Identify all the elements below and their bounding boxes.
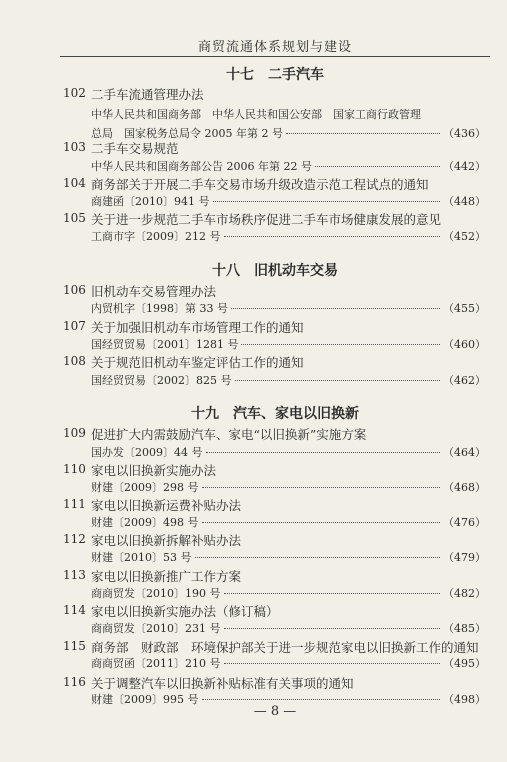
entry-number: 103	[63, 140, 86, 154]
entry-title: 家电以旧换新实施办法（修订稿）	[91, 604, 279, 619]
page-reference: （448）	[443, 195, 486, 208]
entry-reference-line	[91, 549, 486, 565]
section-title: 十九 汽车、家电以旧换新	[191, 406, 359, 422]
leader-dots	[202, 699, 441, 700]
entry-number: 102	[63, 86, 86, 100]
entry-title: 家电以旧换新推广工作方案	[91, 569, 242, 584]
page-reference: （482）	[443, 587, 486, 600]
page-reference: （485）	[443, 622, 486, 635]
entry-title: 二手车交易规范	[91, 141, 179, 156]
page-reference: （452）	[443, 230, 486, 243]
entry-title: 关于调整汽车以旧换新补贴标准有关事项的通知	[91, 676, 354, 691]
entry-number: 115	[63, 639, 86, 653]
leader-dots	[231, 308, 440, 309]
entry-number: 110	[63, 462, 86, 476]
entry-title: 关于进一步规范二手车市场秩序促进二手车市场健康发展的意见	[91, 212, 442, 227]
entry-number: 111	[63, 497, 86, 511]
entry-number: 104	[63, 176, 86, 190]
entry-number: 106	[63, 283, 86, 297]
entry-title: 关于加强旧机动车市场管理工作的通知	[91, 320, 304, 335]
entry-reference: 国经贸贸易〔2001〕1281 号	[91, 338, 239, 351]
leader-dots	[202, 522, 441, 523]
entry-reference: 财建〔2009〕498 号	[91, 516, 199, 529]
entry-number: 116	[63, 675, 86, 689]
section-title: 十八 旧机动车交易	[212, 263, 338, 279]
running-header: 商贸流通体系规划与建设	[197, 40, 352, 55]
leader-dots	[224, 236, 441, 237]
entry-title: 旧机动车交易管理办法	[91, 284, 217, 299]
entry-reference-line	[91, 336, 486, 352]
entry-reference: 商建函〔2010〕941 号	[91, 195, 210, 208]
page-reference: （476）	[443, 516, 486, 529]
entry-title: 家电以旧换新实施办法	[91, 463, 217, 478]
entry-title: 商务部 财政部 环境保护部关于进一步规范家电以旧换新工作的通知	[91, 640, 479, 655]
page-reference: （455）	[443, 302, 486, 315]
leader-dots	[195, 557, 441, 558]
entry-title: 关于规范旧机动车鉴定评估工作的通知	[91, 355, 304, 370]
entry-title: 促进扩大内需鼓励汽车、家电“以旧换新”实施方案	[91, 427, 367, 442]
page-number: — 8 —	[253, 704, 297, 719]
page-reference: （460）	[443, 338, 486, 351]
page-reference: （436）	[443, 127, 486, 140]
entry-number: 109	[63, 426, 86, 440]
entry-reference: 总局 国家税务总局令 2005 年第 2 号	[91, 127, 283, 140]
entry-reference-line	[91, 585, 486, 601]
entry-number: 108	[63, 354, 86, 368]
leader-dots	[315, 166, 440, 167]
entry-reference: 财建〔2009〕995 号	[91, 693, 199, 706]
leader-dots	[213, 201, 441, 202]
entry-reference-line	[91, 514, 486, 530]
entry-number: 112	[63, 532, 86, 546]
page-reference: （468）	[443, 481, 486, 494]
leader-dots	[286, 133, 440, 134]
leader-dots	[224, 593, 441, 594]
entry-reference-line	[91, 655, 486, 671]
leader-dots	[224, 628, 441, 629]
leader-dots	[235, 380, 441, 381]
page-reference: （479）	[443, 551, 486, 564]
entry-number: 107	[63, 319, 86, 333]
entry-reference-line	[91, 193, 486, 209]
entry-reference-line	[91, 300, 486, 316]
entry-title: 二手车流通管理办法	[91, 87, 204, 102]
leader-dots	[224, 663, 441, 664]
entry-title: 商务部关于开展二手车交易市场升级改造示范工程试点的通知	[91, 177, 429, 192]
entry-title: 家电以旧换新运费补贴办法	[91, 498, 242, 513]
entry-number: 113	[63, 568, 86, 582]
page-reference: （498）	[443, 693, 486, 706]
entry-reference: 工商市字〔2009〕212 号	[91, 230, 221, 243]
page-reference: （462）	[443, 374, 486, 387]
leader-dots	[206, 452, 441, 453]
entry-title: 家电以旧换新拆解补贴办法	[91, 533, 242, 548]
entry-reference-line	[91, 620, 486, 636]
leader-dots	[202, 487, 441, 488]
entry-reference-line	[91, 372, 486, 388]
page-reference: （495）	[443, 657, 486, 670]
entry-reference-line	[91, 158, 486, 174]
page-reference: （442）	[443, 160, 486, 173]
entry-reference: 商商贸发〔2010〕231 号	[91, 622, 221, 635]
entry-reference: 中华人民共和国商务部 中华人民共和国公安部 国家工商行政管理	[91, 108, 421, 121]
leader-dots	[241, 344, 440, 345]
entry-reference: 国经贸贸易〔2002〕825 号	[91, 374, 232, 387]
entry-reference-line	[91, 479, 486, 495]
entry-number: 105	[63, 211, 86, 225]
section-title: 十七 二手汽车	[226, 67, 324, 83]
entry-reference: 商商贸发〔2010〕190 号	[91, 587, 221, 600]
entry-reference: 国办发〔2009〕44 号	[91, 446, 203, 459]
entry-reference: 财建〔2009〕298 号	[91, 481, 199, 494]
entry-reference: 财建〔2010〕53 号	[91, 551, 192, 564]
entry-reference: 中华人民共和国商务部公告 2006 年第 22 号	[91, 160, 312, 173]
entry-reference: 内贸机字〔1998〕第 33 号	[91, 302, 228, 315]
header-rule	[60, 56, 490, 57]
entry-reference-line	[91, 444, 486, 460]
entry-number: 114	[63, 603, 86, 617]
entry-reference-line	[91, 228, 486, 244]
page-reference: （464）	[443, 446, 486, 459]
entry-reference: 商商贸函〔2011〕210 号	[91, 657, 221, 670]
